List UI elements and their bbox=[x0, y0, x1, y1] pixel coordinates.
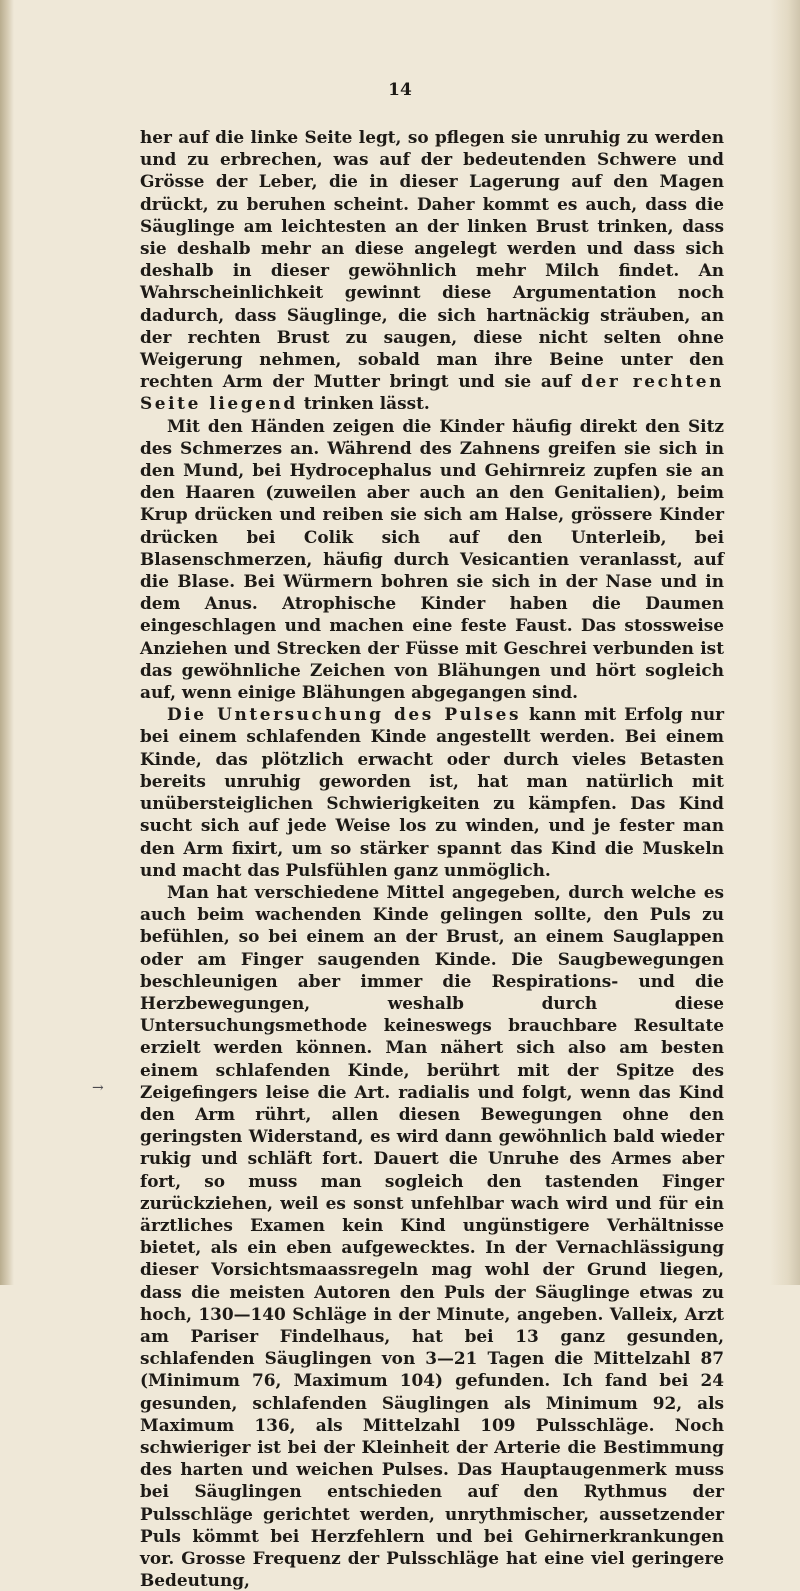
binding-shadow bbox=[0, 0, 14, 1285]
page-body bbox=[140, 126, 724, 1591]
paragraph-text: kann mit Erfolg nur bei einem schlafenden Kinde angestellt werden. Bei einem Kinde, das plötzlich erwacht oder durch vieles Betasten bereits unruhig geworden ist, hat man natürlich mit unübersteiglichen Schwierigkeiten zu kämpfen. Das Kind sucht sich auf jede Weise los zu winden, und je fester man den Arm fixirt, um so stärker spannt das Kind die Muskeln und macht das Pulsfühlen ganz unmöglich. bbox=[140, 704, 725, 880]
paragraph-pulse-methods: Man hat verschiedene Mittel angegeben, durch welche es auch beim wachenden Kinde gelingen sollte, den Puls zu befühlen, so bei einem an der Brust, an einem Sauglappen oder am Finger saugenden Kinde. Die Saugbewegungen beschleunigen aber immer die Respirations- und die Herzbewegungen, weshalb durch diese Untersuchungsmethode keineswegs brauchbare Resultate erzielt werden können. Man nähert sich also am besten einem schlafenden Kinde, berührt mit der Spitze des Zeigefingers leise die Art. radialis und folgt, wenn das Kind den Arm rührt, allen diesen Bewegungen ohne den geringsten Widerstand, es wird dann gewöhnlich bald wieder rukig und schläft fort. Dauert die Unruhe des Armes aber fort, so muss man sogleich den tastenden Finger zurückziehen, weil es sonst unfehlbar wach wird und für ein ärztliches Examen kein Kind ungünstigere Verhältnisse bietet, als ein eben aufgewecktes. In der Vernachlässigung dieser Vorsichtsmaassregeln mag wohl der Grund liegen, dass die meisten Autoren den Puls der Säuglinge etwas zu hoch, 130—140 Schläge in der Minute, angeben. Valleix, Arzt am Pariser Findelhaus, hat bei 13 ganz gesunden, schlafenden Säuglingen von 3—21 Tagen die Mittelzahl 87 (Minimum 76, Maximum 104) gefunden. Ich fand bei 24 gesunden, schlafenden Säuglingen als Minimum 92, als Maximum 136, als Mittelzahl 109 Pulsschläge. Noch schwieriger ist bei der Kleinheit der Arterie die Bestimmung des harten und weichen Pulses. Das Hauptaugenmerk muss bei Säuglingen entschieden auf den Rythmus der Pulsschläge gerichtet werden, unrythmischer, aussetzender Puls kömmt bei Herzfehlern und bei Gehirnerkrankungen vor. Grosse Frequenz der Pulsschläge hat eine viel geringere Bedeutung, bbox=[140, 881, 724, 1591]
paragraph-hand-signs: Mit den Händen zeigen die Kinder häufig direkt den Sitz des Schmerzes an. Während des Zahnens greifen sie sich in den Mund, bei Hydrocephalus und Gehirnreiz zupfen sie an den Haaren (zuweilen aber auch an den Genitalien), beim Krup drücken und reiben sie sich am Halse, grössere Kinder drücken bei Colik sich auf den Unterleib, bei Blasenschmerzen, häufig durch Vesicantien veranlasst, auf die Blase. Bei Würmern bohren sie sich in der Nase und in dem Anus. Atrophische Kinder haben die Daumen eingeschlagen und machen eine feste Faust. Das stossweise Anziehen und Strecken der Füsse mit Geschrei verbunden ist das gewöhnliche Zeichen von Blähungen und hört sogleich auf, wenn einige Blähungen abgegangen sind. bbox=[140, 415, 724, 703]
page-number: 14 bbox=[388, 80, 412, 100]
margin-arrow-mark: → bbox=[92, 1080, 104, 1096]
paragraph-text: trinken lässt. bbox=[297, 393, 430, 414]
page-edge bbox=[770, 0, 800, 1285]
emphasized-phrase: Die Untersuchung des Pulses bbox=[167, 704, 522, 725]
paragraph-lateral-position bbox=[140, 126, 724, 415]
emphasized-phrase: der rechten Seite liegend bbox=[140, 371, 724, 414]
paragraph-text: her auf die linke Seite legt, so pflegen sie unruhig zu werden und zu erbrechen, was auf der bedeutenden Schwere und Grösse der Leber, die in dieser Lagerung auf den Magen drückt, zu beruhen scheint. Daher kommt es auch, dass die Säuglinge am leichtesten an der linken Brust trinken, dass sie deshalb mehr an diese angelegt werden und dass sich deshalb in dieser gewöhnlich mehr Milch findet. An Wahrscheinlichkeit gewinnt diese Argumentation noch dadurch, dass Säuglinge, die sich hartnäckig sträuben, an der rechten Brust zu saugen, diese nicht selten ohne Weigerung nehmen, sobald man ihre Beine unter den rechten Arm der Mutter bringt und sie auf bbox=[140, 127, 724, 392]
paragraph-pulse-examination bbox=[140, 703, 724, 881]
